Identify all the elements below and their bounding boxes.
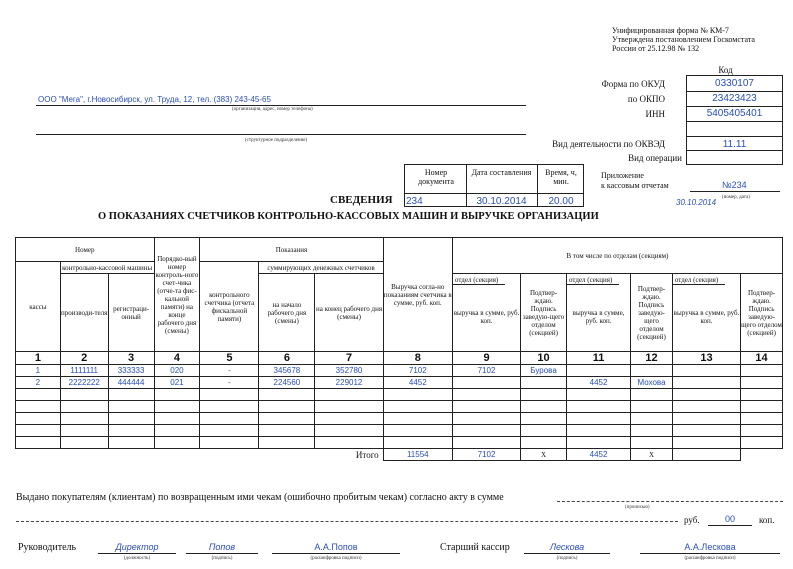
table-cell xyxy=(672,365,740,377)
header-registration: регистраци-онный xyxy=(108,274,154,352)
header-dept3-rev: отдел (секция) выручка в сумме, руб. коп. xyxy=(672,274,740,352)
table-cell xyxy=(383,389,452,401)
head-label: Руководитель xyxy=(18,542,77,553)
table-cell xyxy=(60,401,108,413)
okud-value: 0330107 xyxy=(715,78,754,89)
table-cell xyxy=(741,413,783,425)
table-cell xyxy=(631,389,673,401)
table-cell xyxy=(383,425,452,437)
form-header-line3: России от 25.12.98 № 132 xyxy=(612,44,700,53)
table-cell: 7102 xyxy=(452,365,520,377)
table-cell xyxy=(383,401,452,413)
table-cell xyxy=(60,437,108,449)
table-cell xyxy=(631,425,673,437)
table-cell: 224560 xyxy=(259,377,315,389)
table-cell: Бурова xyxy=(521,365,567,377)
header-end: на конец рабочего дня (смены) xyxy=(315,274,383,352)
table-cell xyxy=(521,377,567,389)
column-number: 6 xyxy=(259,352,315,365)
total-row xyxy=(16,449,783,461)
table-cell xyxy=(200,413,259,425)
table-cell xyxy=(16,413,61,425)
table-cell xyxy=(452,437,520,449)
inn-label: ИНН xyxy=(645,109,665,119)
table-cell xyxy=(60,389,108,401)
table-cell xyxy=(566,437,630,449)
table-cell xyxy=(16,389,61,401)
head-position: Директор xyxy=(115,542,159,552)
column-number: 13 xyxy=(672,352,740,365)
table-cell: 1111111 xyxy=(60,365,108,377)
table-cell: 4452 xyxy=(566,377,630,389)
table-cell xyxy=(521,425,567,437)
table-cell: 7102 xyxy=(383,365,452,377)
okud-label: Форма по ОКУД xyxy=(601,79,665,89)
column-number: 11 xyxy=(566,352,630,365)
table-cell: 2222222 xyxy=(60,377,108,389)
table-cell xyxy=(566,413,630,425)
table-cell xyxy=(521,437,567,449)
total-label: Итого xyxy=(16,449,384,461)
table-cell xyxy=(672,425,740,437)
table-cell xyxy=(741,365,783,377)
column-number: 10 xyxy=(521,352,567,365)
table-cell xyxy=(315,437,383,449)
table-cell: 1 xyxy=(16,365,61,377)
returned-text: Выдано покупателям (клиентам) по возвращенным ими чекам (ошибочно пробитым чекам) согласно акту в сумме xyxy=(16,492,504,503)
header-nomer: Номер xyxy=(16,238,155,262)
table-cell xyxy=(259,437,315,449)
doc-number: 234 xyxy=(406,196,423,207)
table-cell xyxy=(108,437,154,449)
table-cell xyxy=(452,401,520,413)
column-number: 4 xyxy=(154,352,200,365)
table-cell xyxy=(741,437,783,449)
table-cell: 444444 xyxy=(108,377,154,389)
table-cell xyxy=(672,413,740,425)
table-cell xyxy=(259,401,315,413)
table-cell xyxy=(108,389,154,401)
header-kassy: кассы xyxy=(16,262,61,352)
table-cell: 229012 xyxy=(315,377,383,389)
table-cell xyxy=(259,425,315,437)
header-manufacturer: производи-теля xyxy=(60,274,108,352)
table-cell: - xyxy=(200,365,259,377)
table-cell xyxy=(741,389,783,401)
header-dept2-rev: отдел (секция) выручка в сумме, руб. коп. xyxy=(566,274,630,352)
table-cell xyxy=(452,413,520,425)
table-cell xyxy=(566,365,630,377)
total-x1: X xyxy=(521,449,567,461)
table-row xyxy=(16,437,783,449)
column-number: 14 xyxy=(741,352,783,365)
total-revenue: 11554 xyxy=(383,449,452,461)
table-cell xyxy=(200,425,259,437)
rub-label: руб. xyxy=(684,515,700,525)
cashier-label: Старший кассир xyxy=(440,542,510,553)
table-cell xyxy=(259,413,315,425)
propis-caption: (прописью) xyxy=(625,505,650,510)
table-cell xyxy=(383,413,452,425)
column-number: 8 xyxy=(383,352,452,365)
form-header-line1: Унифицированная форма № КМ-7 xyxy=(612,26,729,35)
table-cell xyxy=(521,389,567,401)
table-cell xyxy=(200,389,259,401)
table-cell: 4452 xyxy=(383,377,452,389)
header-summ: суммирующих денежных счетчиков xyxy=(259,262,383,274)
column-number: 12 xyxy=(631,352,673,365)
table-cell: - xyxy=(200,377,259,389)
table-row xyxy=(16,413,783,425)
okpo-label: по ОКПО xyxy=(627,94,665,104)
table-cell xyxy=(452,425,520,437)
cashier-name-caption: (расшифровка подписи) xyxy=(684,556,736,561)
table-cell xyxy=(741,401,783,413)
table-row xyxy=(16,425,783,437)
header-dept1-rev: отдел (секция) выручка в сумме, руб. коп. xyxy=(452,274,520,352)
cashier-name: А.А.Лескова xyxy=(684,542,736,552)
table-cell xyxy=(315,389,383,401)
table-cell xyxy=(672,377,740,389)
table-cell xyxy=(154,401,200,413)
head-position-caption: (должность) xyxy=(123,556,151,561)
table-row xyxy=(16,389,783,401)
table-cell xyxy=(566,425,630,437)
table-cell: 333333 xyxy=(108,365,154,377)
head-signature-caption: (подпись) xyxy=(211,556,233,561)
header-dept3-confirm: Подтвер-ждаю. Подпись заведую-щего отделом (секцией) xyxy=(741,274,783,352)
head-name: А.А.Попов xyxy=(314,542,358,552)
table-cell xyxy=(315,401,383,413)
table-cell xyxy=(672,389,740,401)
table-cell xyxy=(452,389,520,401)
table-cell xyxy=(452,377,520,389)
column-number: 7 xyxy=(315,352,383,365)
table-cell xyxy=(154,425,200,437)
table-cell xyxy=(16,425,61,437)
table-cell xyxy=(315,413,383,425)
subdivision-caption: (структурное подразделение) xyxy=(245,138,308,143)
table-cell: 021 xyxy=(154,377,200,389)
column-number: 5 xyxy=(200,352,259,365)
table-row xyxy=(16,365,783,377)
kop-value: 00 xyxy=(725,514,736,524)
doc-date: 30.10.2014 xyxy=(476,196,527,207)
readings-table xyxy=(15,237,783,461)
column-numbers-row xyxy=(16,352,783,365)
doc-time: 20.00 xyxy=(548,196,574,207)
total-dept2: 4452 xyxy=(566,449,630,461)
okpo-value: 23423423 xyxy=(712,93,757,104)
table-cell xyxy=(566,401,630,413)
appendix-caption: (номер, дата) xyxy=(722,195,750,200)
table-cell xyxy=(672,401,740,413)
table-cell xyxy=(566,389,630,401)
table-cell xyxy=(60,413,108,425)
table-cell xyxy=(154,413,200,425)
table-cell: 352780 xyxy=(315,365,383,377)
table-cell xyxy=(631,365,673,377)
table-cell xyxy=(631,437,673,449)
form-header xyxy=(612,26,755,53)
appendix-date: 30.10.2014 xyxy=(676,198,717,207)
table-cell xyxy=(60,425,108,437)
appendix-line2: к кассовым отчетам xyxy=(601,181,669,190)
head-signature: Попов xyxy=(208,542,236,552)
cashier-signature-caption: (подпись) xyxy=(556,556,578,561)
table-cell xyxy=(741,425,783,437)
okved-label: Вид деятельности по ОКВЭД xyxy=(552,139,665,149)
column-number: 3 xyxy=(108,352,154,365)
organization-caption: (организация, адрес, номер телефона) xyxy=(232,107,313,112)
table-cell xyxy=(259,389,315,401)
table-cell xyxy=(200,401,259,413)
table-cell xyxy=(200,437,259,449)
column-number: 9 xyxy=(452,352,520,365)
table-cell xyxy=(16,401,61,413)
table-cell xyxy=(383,437,452,449)
head-name-caption: (расшифровка подписи) xyxy=(310,556,362,561)
operation-label: Вид операции xyxy=(628,153,682,163)
header-pokazania: Показания xyxy=(200,238,383,262)
header-dept2-confirm: Подтвер-ждаю. Подпись заведую-щего отделом (секцией) xyxy=(631,274,673,352)
cashier-signature: Лескова xyxy=(549,542,585,552)
table-cell: 345678 xyxy=(259,365,315,377)
table-cell xyxy=(154,437,200,449)
table-row xyxy=(16,401,783,413)
header-revenue: Выручка согла-но показаниям счетчика в сумме, руб. коп. xyxy=(383,238,452,352)
total-x2: X xyxy=(631,449,673,461)
table-cell xyxy=(672,437,740,449)
table-cell xyxy=(741,377,783,389)
doc-time-header: Время, ч, мин. xyxy=(545,168,577,186)
header-kontrol: контрольного счетчика (отчета фискальной памяти) xyxy=(200,262,259,352)
table-cell xyxy=(521,401,567,413)
header-departments: В том числе по отделам (секциям) xyxy=(452,238,782,274)
table-cell: 2 xyxy=(16,377,61,389)
table-cell xyxy=(154,389,200,401)
table-cell xyxy=(521,413,567,425)
table-row xyxy=(16,377,783,389)
appendix-line1: Приложение xyxy=(601,171,644,180)
form-header-line2: Утверждена постановлением Госкомстата xyxy=(612,35,755,44)
table-cell: Мохова xyxy=(631,377,673,389)
okved-value: 11.11 xyxy=(722,139,747,150)
doc-number-header: Номер документа xyxy=(418,168,454,186)
total-dept1: 7102 xyxy=(452,449,520,461)
header-porjadkovy: Порядко-вый номер контроль-ного счет-чика (отче-та фис-кальной памяти) на конце рабочего дня (смены) xyxy=(154,238,200,352)
column-number: 1 xyxy=(16,352,61,365)
inn-value: 5405405401 xyxy=(706,108,763,119)
organization-name: ООО "Мега", г.Новосибирск, ул. Труда, 12, тел. (383) 243-45-65 xyxy=(38,95,271,104)
title-line1: СВЕДЕНИЯ xyxy=(330,194,393,206)
total-dept3 xyxy=(672,449,740,461)
kop-label: коп. xyxy=(759,515,775,525)
kod-label: Код xyxy=(718,65,733,75)
title-line2: О ПОКАЗАНИЯХ СЧЕТЧИКОВ КОНТРОЛЬНО-КАССОВЫХ МАШИН И ВЫРУЧКЕ ОРГАНИЗАЦИИ xyxy=(98,211,599,222)
table-cell xyxy=(16,437,61,449)
appendix-number: №234 xyxy=(722,180,747,190)
header-dept1-confirm: Подтвер-ждаю. Подпись заведую-щего отделом (секцией) xyxy=(521,274,567,352)
table-cell xyxy=(631,413,673,425)
table-cell xyxy=(108,401,154,413)
header-kkm: контрольно-кассовой машины xyxy=(62,263,153,272)
table-cell xyxy=(315,425,383,437)
table-cell xyxy=(108,413,154,425)
table-cell xyxy=(631,401,673,413)
table-cell: 020 xyxy=(154,365,200,377)
column-number: 2 xyxy=(60,352,108,365)
header-start: на начало рабочего дня (смены) xyxy=(259,274,315,352)
table-cell xyxy=(108,425,154,437)
doc-date-header: Дата составления xyxy=(471,168,532,177)
